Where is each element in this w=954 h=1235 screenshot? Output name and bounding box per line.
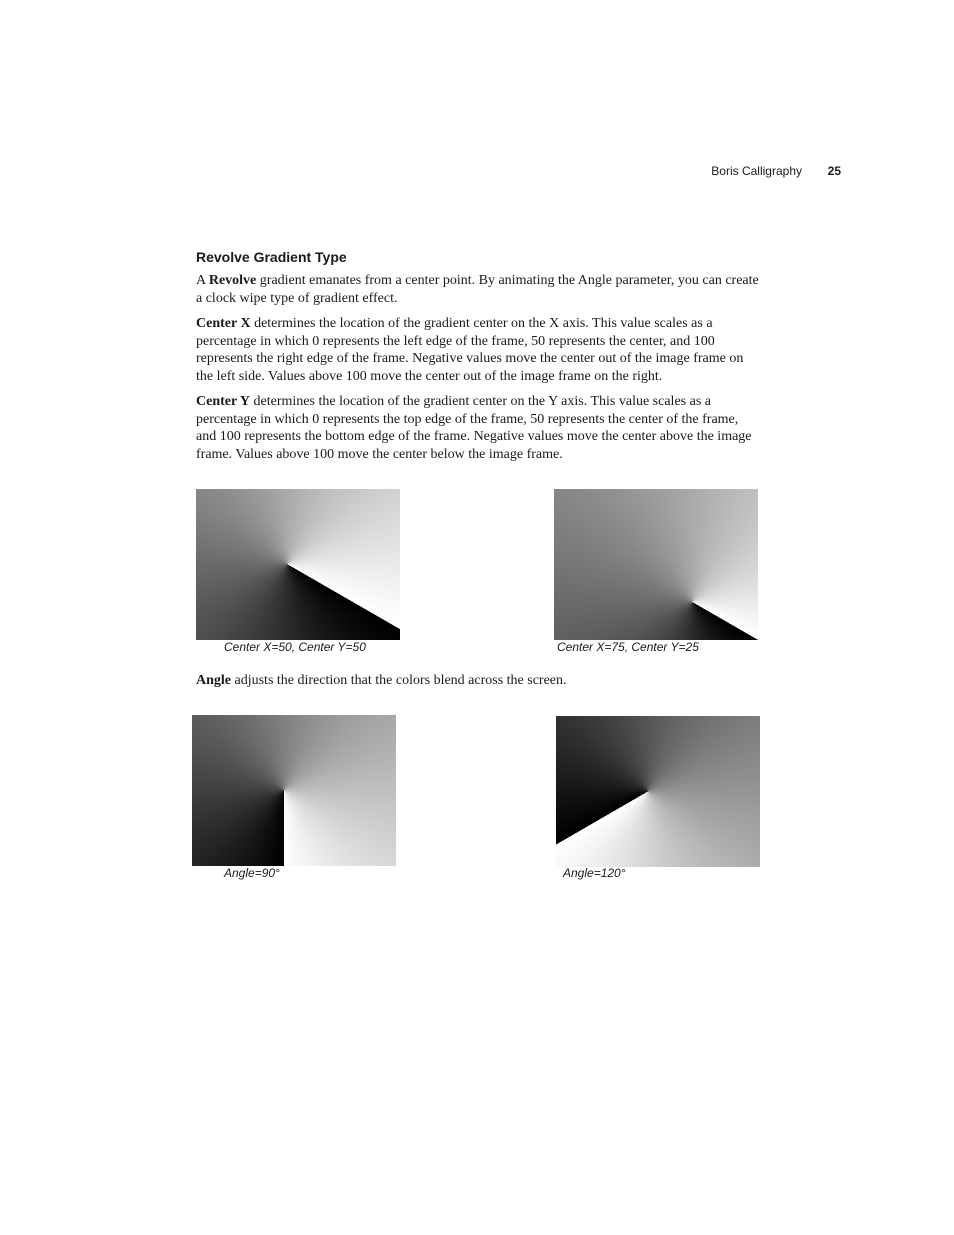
- center-x-text: determines the location of the gradient center on the X axis. This value scales as a percentage in which 0 represents the left edge of the frame, 50 represents the center, and 100 represents the right edge of the frame. Negative values move the center out of the image frame on the left side. Values above 100 move the center out of the image frame on the right.: [196, 316, 744, 384]
- center-y-paragraph: [196, 393, 761, 463]
- revolve-gradient-center-50-50-image: [196, 489, 400, 640]
- revolve-gradient-center-75-25-image: [554, 489, 758, 640]
- angle-term: Angle: [196, 673, 231, 688]
- revolve-gradient-angle-120-image: [556, 716, 760, 867]
- center-x-paragraph: [196, 315, 761, 385]
- section-heading: Revolve Gradient Type: [196, 249, 347, 265]
- revolve-gradient-angle-90-image: [192, 715, 396, 866]
- running-title: Boris Calligraphy: [711, 164, 802, 178]
- center-y-text: determines the location of the gradient center on the Y axis. This value scales as a percentage in which 0 represents the top edge of the frame, 50 represents the center of the frame, and 100 represents the bottom edge of the frame. Negative values move the center above the image frame. Values above 100 move the center below the image frame.: [196, 394, 752, 462]
- intro-paragraph: [196, 272, 761, 307]
- intro-prefix: A: [196, 273, 209, 288]
- angle-paragraph: [196, 672, 761, 690]
- center-x-term: Center X: [196, 316, 251, 331]
- running-head: [700, 164, 841, 180]
- caption-center-75-25: Center X=75, Center Y=25: [557, 640, 699, 654]
- center-y-term: Center Y: [196, 394, 251, 409]
- angle-text: adjusts the direction that the colors blend across the screen.: [231, 673, 567, 688]
- page-number: 25: [827, 164, 841, 178]
- intro-text: gradient emanates from a center point. By animating the Angle parameter, you can create a clock wipe type of gradient effect.: [196, 273, 759, 306]
- caption-angle-120: Angle=120°: [563, 866, 626, 880]
- caption-center-50-50: Center X=50, Center Y=50: [224, 640, 366, 654]
- revolve-term: Revolve: [208, 273, 257, 288]
- caption-angle-90: Angle=90°: [224, 866, 280, 880]
